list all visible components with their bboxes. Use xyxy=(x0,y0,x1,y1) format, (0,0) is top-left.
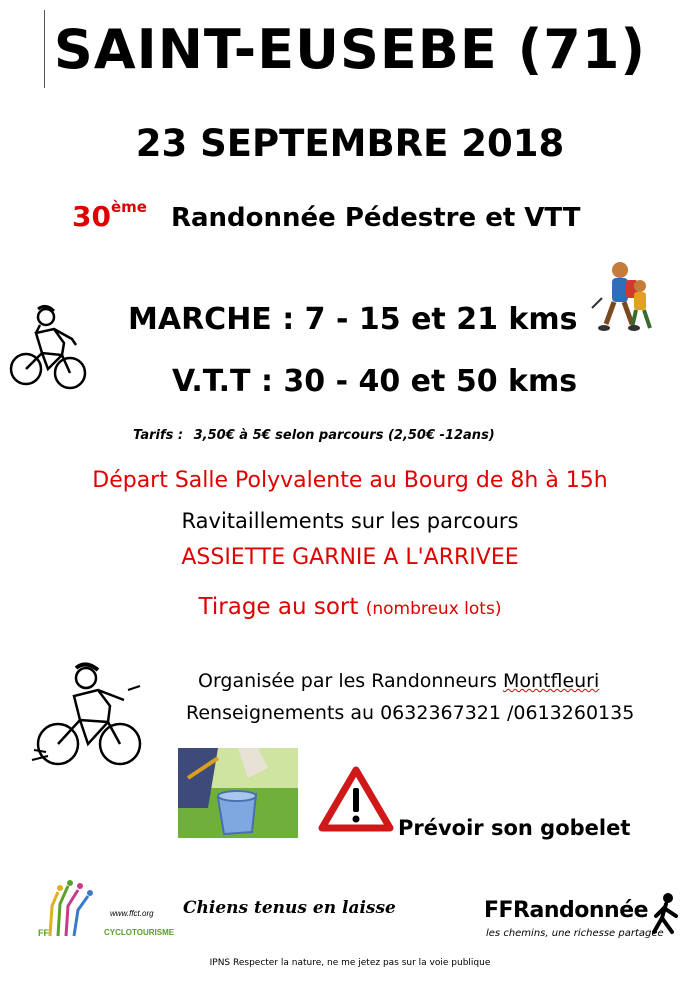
ffct-logo xyxy=(38,876,175,942)
poster-title: SAINT-EUSEBE (71) xyxy=(53,18,647,81)
marche-distances: MARCHE : 7 - 15 et 21 kms xyxy=(128,302,578,337)
ffct-ff: FF xyxy=(38,928,49,938)
hikers-illustration xyxy=(582,258,660,334)
cyclist-illustration xyxy=(6,303,88,393)
tarifs-text: 3,50€ à 5€ selon parcours (2,50€ -12ans) xyxy=(193,428,495,443)
edition-suffix: ème xyxy=(110,198,147,216)
gobelet-text: Prévoir son gobelet xyxy=(398,816,631,840)
event-date: 23 SEPTEMBRE 2018 xyxy=(135,122,565,165)
tarifs-line xyxy=(133,428,495,443)
ffct-url: www.ffct.org xyxy=(110,909,154,918)
renseignements-line: Renseignements au 0632367321 /0613260135 xyxy=(186,702,635,724)
chiens-notice: Chiens tenus en laisse xyxy=(183,898,396,918)
tirage-info xyxy=(0,594,700,620)
mountain-biker-illustration xyxy=(28,660,146,772)
depart-info: Départ Salle Polyvalente au Bourg de 8h à 15h xyxy=(92,468,608,493)
organisation-club: Montfleuri xyxy=(502,670,600,692)
edition-number: 30 xyxy=(72,200,111,233)
ravitaillements-info: Ravitaillements sur les parcours xyxy=(181,509,519,533)
assiette-info: ASSIETTE GARNIE A L'ARRIVEE xyxy=(181,545,519,570)
ffrandonnee-logo xyxy=(484,892,684,948)
tarifs-label: Tarifs : xyxy=(133,428,184,443)
tirage-main: Tirage au sort xyxy=(198,594,359,620)
vtt-distances: V.T.T : 30 - 40 et 50 kms xyxy=(172,364,578,399)
ffrandonnee-name: FFRandonnée xyxy=(484,898,649,923)
ffct-cyclotourisme: CYCLOTOURISME xyxy=(104,928,175,937)
organisation-line xyxy=(198,670,599,692)
warning-icon xyxy=(318,766,394,832)
organisation-prefix: Organisée par les Randonneurs xyxy=(198,670,503,692)
ffrandonnee-tagline: les chemins, une richesse partagée xyxy=(486,928,664,939)
edition-line xyxy=(72,198,672,233)
footer-notice: IPNS Respecter la nature, ne me jetez pas sur la voie publique xyxy=(209,958,491,968)
edition-text: Randonnée Pédestre et VTT xyxy=(170,203,581,233)
tirage-detail: (nombreux lots) xyxy=(365,599,502,619)
gobelet-photo xyxy=(178,748,298,838)
